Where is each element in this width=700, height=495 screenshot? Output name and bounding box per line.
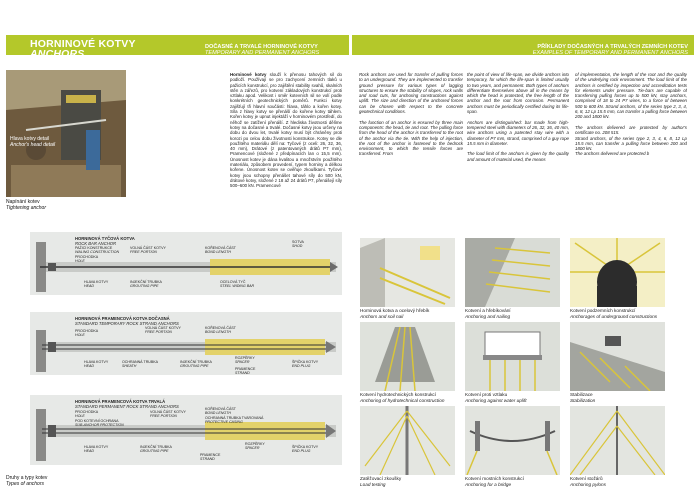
example-caption-en: Anchors and soil nail — [360, 313, 404, 319]
example-caption — [360, 392, 455, 403]
label-bond-length — [205, 407, 236, 415]
example-caption-en: Stabilization — [570, 397, 596, 403]
example-caption-en: Anchoring of hydrotechnical construction — [360, 397, 445, 403]
permanent-strand-drawing — [30, 395, 342, 465]
photo-caption-en: Tightening anchor — [6, 205, 46, 211]
diagram-title-en: ROCK BAR ANCHOR — [75, 241, 117, 246]
example-illustration — [465, 406, 560, 475]
label-cz: INJEKČNÍ TRUBKA — [180, 360, 212, 364]
example-caption-cz: Kotvení podzemních konstrukcí — [570, 308, 636, 313]
lead-term: Horninové kotvy — [230, 72, 267, 77]
example-illustration — [465, 238, 560, 307]
label-en: BOND LENGTH — [205, 250, 231, 255]
example-caption-en: Anchoring pylons — [570, 481, 606, 487]
diagram-bar-anchor — [30, 232, 342, 295]
label-cz: PROCHODKA — [75, 255, 99, 259]
label-cz: INJEKČNÍ TRUBKA — [140, 445, 172, 449]
label-cz: VOLNÁ ČÁST KOTVY — [130, 246, 166, 250]
example-caption-cz: Kotvení hydrotechnických konstrukcí — [360, 392, 437, 397]
example-illustration — [360, 406, 455, 475]
right-subtitle-cz: PŘÍKLADY DOČASNÝCH A TRVALÝCH ZEMNÍCH KOTEV — [537, 44, 688, 50]
example-caption — [570, 392, 665, 403]
example-caption — [465, 392, 560, 403]
example-caption-cz: Kotvení proti vztlaku — [465, 392, 508, 397]
label-head — [84, 280, 108, 288]
text-column-cz — [230, 72, 342, 222]
text-cz-body: slouží k přenosu tahových sil do podloží. Používají se pro zachycení zemních tlaků u pažicích konstrukcí, pro zajištění stability svahů, skalních stěn a zářezů, pro kotvení základových konstrukcí proti vztlaku apod. Velikost i směr kotevních sil se volí podle konkrétních geotechnických poměrů. Funkci kotvy zajišťují tři hlavní součásti: hlava, táhlo a kořen kotvy. Síla z hlavy kotvy se přenáší do kořene kotvy táhlem. Kořen kotvy je upnut injektáží v horninovém prostředí, do něhož se zatížení přenáší. Z hlediska životnosti dělíme kotvy na dočasné a trvalé. Dočasné kotvy jsou určeny na dobu do dvou let, trvalé kotvy musí být chráněny proti korozi po celou dobu životnosti konstrukce. Kotvy se dle použitého materiálu dělí na: Tyčové (z oceli: 26, 32, 36, 40 mm), Drátové (z patentovaných drátů P7 mm), Pramencové (složené z předpínacích lan o 15,5 mm). Únosnost kotev je dána kvalitou a množstvím použitého materiálu, způsobem provedení, typem horniny a délkou kořene. Únosnost kotev se ověřuje zkouškami. Tyčové kotvy jsou schopny přenášet tahové síly do 500 kN, drátové kotvy, složené z 18 až 24 drátů P7, přenášejí síly 500–600 kN. Pramencové — [230, 72, 342, 189]
photo-label-cz: Hlava kotvy detail — [10, 136, 50, 142]
diagram-title-en: STANDARD PERMANENT ROCK STRAND ANCHORS — [75, 404, 179, 409]
right-subtitle — [520, 44, 688, 56]
example-caption-en: Anchorages of underground constructions — [570, 313, 658, 319]
example-caption — [465, 476, 560, 487]
example-caption-cz: Kotvení a hřebíkování — [465, 308, 511, 313]
label-bond-length — [205, 246, 236, 254]
label-bond-length — [205, 326, 236, 334]
example-bridge — [465, 406, 560, 475]
example-caption — [360, 308, 455, 319]
example-caption-en: Load testing — [360, 481, 386, 487]
example-caption-en: Anchoring and nailing — [465, 313, 511, 319]
label-grouting-pipe — [130, 280, 162, 288]
diagram-title-cz: HORNINOVÁ PRAMENCOVÁ KOTVA DOČASNÁ — [75, 316, 170, 321]
label-cz: PROCHODKA — [75, 329, 99, 333]
label-grouting-pipe — [140, 445, 172, 453]
photo-caption — [6, 199, 46, 211]
label-en: GROUTING PIPE — [180, 364, 209, 369]
text-en-3-d: The anchors delivered are protected b — [575, 151, 650, 157]
left-subtitle — [205, 44, 319, 56]
photo-illustration — [6, 70, 126, 197]
label-sub-anchor-protection — [75, 419, 124, 427]
types-caption — [6, 475, 47, 487]
label-end-plug — [292, 360, 318, 368]
text-en-2-b: Anchors are distinguished: bar made from high-tempered steel with diameters of 26, 32, 36, 40 mm, wire anchors using a patented stay wire with a diameter of P7 mm, strand, comprised of a guy rope 15.5 mm in diameter. — [467, 119, 569, 146]
label-cz: VOLNÁ ČÁST KOTVY — [150, 410, 186, 414]
label-en: END PLUG — [292, 449, 311, 454]
label-en: GROUTING PIPE — [130, 284, 159, 289]
label-en: SPACER — [245, 446, 260, 451]
label-en: HEAD — [84, 364, 94, 369]
label-en: FREE PORTION — [150, 414, 177, 419]
label-spacer — [245, 442, 265, 450]
label-en: END PLUG — [292, 364, 311, 369]
example-caption-cz: Zatěžovací zkoušky — [360, 476, 402, 481]
right-subtitle-en: EXAMPLES OF TEMPORARY AND PERMANENT ANCHORS — [532, 50, 688, 56]
label-cz: OCELOVÁ TYČ — [220, 280, 246, 284]
label-cz: ŠPIČKA KOTVY — [292, 445, 319, 449]
label-en: FREE PORTION — [145, 330, 172, 335]
label-hole — [75, 410, 98, 418]
label-cz: ŠPIČKA KOTVY — [292, 360, 319, 364]
label-head — [84, 445, 108, 453]
example-anchoring-nailing — [465, 238, 560, 307]
label-head — [84, 360, 108, 368]
types-caption-cz: Druhy a typy kotev — [6, 475, 48, 481]
text-en-2-a: the point of view of life-span, we divide anchors into temporary, for which the life-span is limited usually to two years, and permanent. Both types of anchors differentiate themselves above all in the means by which the head is protected, the free length of the anchor and the root from corrosion. Permanent anchors must be periodically certified during its life-span. — [467, 72, 569, 115]
label-steel-bar — [220, 280, 254, 288]
title-cz: HORNINOVÉ KOTVY — [30, 38, 136, 50]
label-cz: PROCHODKA — [75, 410, 99, 414]
label-free-portion — [145, 326, 181, 334]
label-en: HOLE — [75, 414, 85, 419]
label-sheath — [122, 360, 158, 368]
diagram-title-en: STANDARD TEMPORARY ROCK STRAND ANCHORS — [75, 321, 179, 326]
label-hole — [75, 329, 98, 337]
title-en: ANCHORS — [30, 48, 85, 60]
example-caption-cz: Stabilizace — [570, 392, 593, 397]
label-en: STRAND — [235, 371, 250, 376]
page-title — [30, 39, 136, 59]
label-en: HOLE — [75, 259, 85, 264]
photo-caption-cz: Napínání kotev — [6, 199, 40, 205]
example-caption-cz: Kotvení stožárů — [570, 476, 603, 481]
diagram-permanent-strand-anchor — [30, 395, 342, 465]
label-cz: HLAVA KOTVY — [84, 445, 109, 449]
example-hydrotechnical — [360, 322, 455, 391]
text-column-en-2 — [467, 72, 569, 232]
photo-label — [10, 136, 55, 148]
text-en-1-a: Rock anchors are used for transfer of pulling forces to an underground. They are implemented to transfer ground pressure for various types of lagging structures to ensure the stability of slopes, rock walls and road cuts, for anchoring constructions against uplift. The size and direction of the anchored forces can be chosen with respect to the concrete geotechnical conditions. — [359, 72, 463, 115]
label-protective-casing — [205, 416, 263, 424]
label-free-portion — [130, 246, 166, 254]
example-underground-constructions — [570, 238, 665, 307]
example-stabilization — [570, 322, 665, 391]
example-illustration — [360, 322, 455, 391]
text-column-en-3 — [575, 72, 687, 232]
label-cz: KOŘENOVÁ ČÁST — [205, 246, 236, 250]
anchor-tightening-photo — [6, 70, 126, 197]
example-pylons — [570, 406, 665, 475]
example-illustration — [360, 238, 455, 307]
label-cz: ROZPĚRKY — [235, 356, 255, 360]
example-illustration — [570, 322, 665, 391]
text-en-3-a: of implementation, the length of the root and the quality of the underlying rock environment. The load limit of the anchors is certified by inspection and accreditation tests for elements under pressure. Tie-bars are capable of transferring pulling forces up to 500 kN, stay anchors, comprised of 18 to 24 P7 wires, to a force of between 500 to 600 kN. Strand anchors, of the series type 2, 3, 4, 6, 8, 12 Lp 15.5 mm, can transfer a pulling force between 200 and 1800 kN. — [575, 72, 687, 120]
example-illustration — [570, 406, 665, 475]
label-cz: VOLNÁ ČÁST KOTVY — [145, 326, 181, 330]
label-en: SHOD — [292, 244, 303, 249]
example-caption-cz: Kotvení mostních konstrukcí — [465, 476, 524, 481]
label-cz: SOTVA — [292, 240, 304, 244]
label-en: PROTECTIVE CASING — [205, 420, 243, 425]
label-en: HEAD — [84, 449, 94, 454]
label-cz: OCHRANNÁ TRUBKA TVAROVANÁ — [205, 416, 264, 420]
label-cz: HLAVA KOTVY — [84, 280, 109, 284]
label-hole — [75, 255, 98, 263]
label-en: STEEL WIDING BAR — [220, 284, 255, 289]
label-end-plug — [292, 445, 318, 453]
label-cz: ROZPĚRKY — [245, 442, 265, 446]
label-strand — [235, 367, 255, 375]
label-cz: PAŽICÍ KONSTRUKCE — [75, 246, 113, 250]
left-subtitle-cz: DOČASNÉ A TRVALÉ HORNINOVÉ KOTVY — [205, 44, 318, 50]
label-cz: OCHRANNÁ TRUBKA — [122, 360, 159, 364]
label-free-portion — [150, 410, 186, 418]
label-en: SUB-ANCHOR PROTECTION — [75, 423, 124, 428]
label-en: SPACER — [235, 360, 250, 365]
label-spacer — [235, 356, 255, 364]
label-en: HOLE — [75, 333, 85, 338]
example-caption-en: Anchoring for a bridge — [465, 481, 512, 487]
label-en: WALING CONSTRUCTION — [75, 250, 120, 255]
diagram-title-cz: HORNINOVÁ PRAMENCOVÁ KOTVA TRVALÁ — [75, 399, 166, 404]
label-cz: PRAMENCE — [235, 367, 256, 371]
diagram-temporary-strand-anchor — [30, 312, 342, 375]
example-caption — [360, 476, 455, 487]
example-caption — [570, 476, 665, 487]
example-load-testing — [360, 406, 455, 475]
photo-label-en: Anchor's head detail — [10, 142, 56, 148]
example-caption — [465, 308, 560, 319]
example-caption — [570, 308, 665, 319]
example-water-uplift — [465, 322, 560, 391]
example-illustration — [465, 322, 560, 391]
label-en: BOND LENGTH — [205, 330, 231, 335]
text-en-3-c: Strand anchors, of the series type 2, 3, 4, 6, 8, 12 Lp 15.5 mm, can transfer a pulling force between 200 and 1800 kN. — [575, 135, 687, 152]
text-en-3-b: The anchors delivered are protected by author's certificate no. 208 515. — [575, 124, 687, 136]
label-en: HEAD — [84, 284, 94, 289]
label-cz: PRAMENCE — [200, 453, 221, 457]
diagram-title-cz: HORNINOVÁ TYČOVÁ KOTVA — [75, 236, 135, 241]
label-shod — [292, 240, 304, 248]
label-cz: INJEKČNÍ TRUBKA — [130, 280, 162, 284]
text-en-1-b: The function of an anchor is ensured by three main components: the head, tie and root. The pulling force from the head of the anchor is transferred to the root of the anchor via the tie. With the help of injection, the root of the anchor is fastened to the bedrock environment, to which the tensile forces are transferred. From — [359, 119, 463, 157]
label-cz: KOŘENOVÁ ČÁST — [205, 407, 236, 411]
label-en: STRAND — [200, 457, 215, 462]
text-en-2-c: The load limit of the anchors is given by the quality and amount of material used, the means — [467, 151, 569, 162]
label-cz: POD KOTEVNÍ OCHRANA — [75, 419, 119, 423]
label-en: SHEATH — [122, 364, 137, 369]
label-en: BOND LENGTH — [205, 411, 231, 416]
label-cz: HLAVA KOTVY — [84, 360, 109, 364]
label-en: FREE PORTION — [130, 250, 157, 255]
label-cz: KOŘENOVÁ ČÁST — [205, 326, 236, 330]
example-anchors-soil-nail — [360, 238, 455, 307]
text-column-en-1 — [359, 72, 463, 232]
types-caption-en: Types of anchors — [6, 481, 44, 487]
label-grouting-pipe — [180, 360, 212, 368]
label-waling — [75, 246, 119, 254]
example-caption-en: Anchoring against water uplift — [465, 397, 527, 403]
label-strand — [200, 453, 220, 461]
example-illustration — [570, 238, 665, 307]
label-en: GROUTING PIPE — [140, 449, 169, 454]
example-caption-cz: Horninová kotva a ocelový hřebík — [360, 308, 430, 313]
left-subtitle-en: TEMPORARY AND PERMANENT ANCHORS — [205, 50, 320, 56]
